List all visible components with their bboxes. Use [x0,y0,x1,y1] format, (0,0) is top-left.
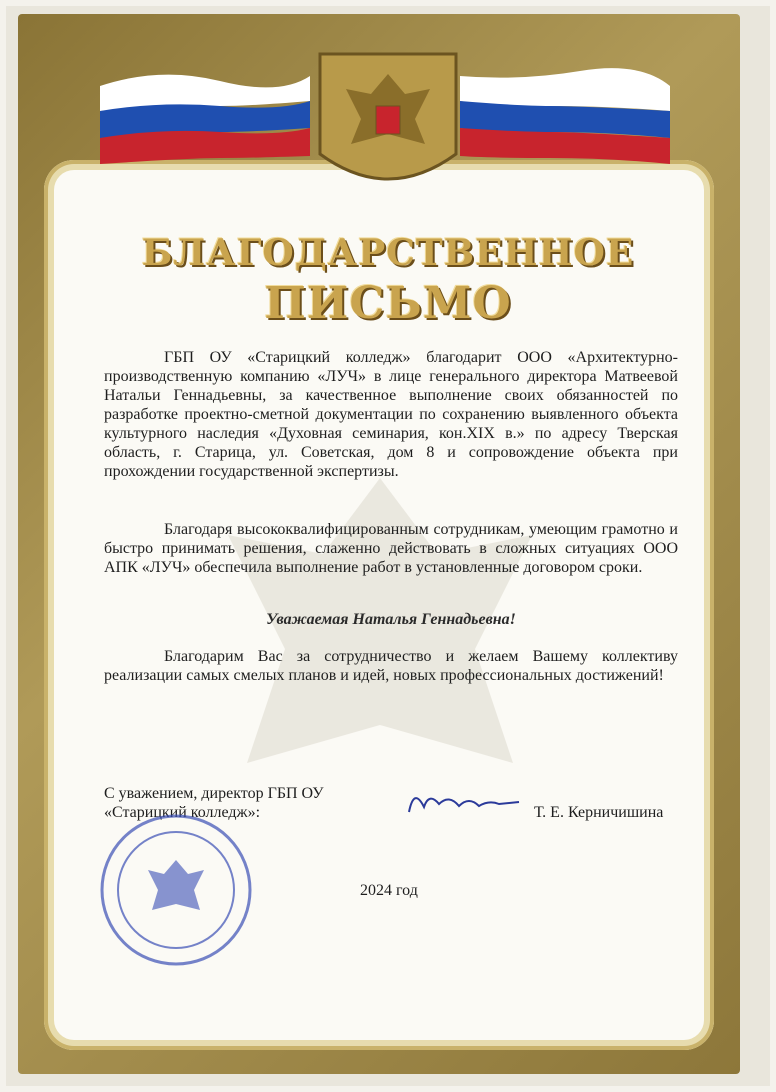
signer-name: Т. Е. Керничишина [534,804,664,821]
handwritten-signature-icon [404,782,524,822]
official-stamp-icon [96,810,256,970]
paragraph-3: Благодарим Вас за сотрудничество и желаем Вашему коллективу реализации самых смелых планов и идей, новых профессиональных достижений! [104,648,678,684]
paragraph-1: ГБП ОУ «Старицкий колледж» благодарит ООО «Архитектурно-производственную компанию «ЛУЧ» в лице генерального директора Матвеевой Натальи Геннадьевны, за качественное выполнение своих обязанностей по разработке проектно-сметной документации по сохранению выявленного объекта культурного наследия «Духовная семинария, кон.XIX в.» по адресу Тверская область, г. Старица, ул. Советская, дом 8 и сопровождение объекта при прохождении государственной экспертизы. [104,349,678,480]
title-line1: БЛАГОДАРСТВЕННОЕ [141,232,635,274]
title-line2: ПИСЬМО [264,278,512,329]
russian-flag-left-icon [100,66,310,166]
year: 2024 год [360,882,418,899]
watermark-eagle-icon [190,440,570,820]
greeting: Уважаемая Наталья Геннадьевна! [266,611,516,628]
paragraph-2: Благодаря высококвалифицированным сотрудникам, умеющим грамотно и быстро принимать решения, слаженно действовать в сложных ситуациях ООО АПК «ЛУЧ» обеспечила выполнение работ в установленные договором сроки. [104,521,678,576]
signature-line-2: «Старицкий колледж»: [104,804,261,821]
russian-flag-right-icon [460,66,670,166]
coat-of-arms-icon [310,44,466,204]
signature-line-1: С уважением, директор ГБП ОУ [104,785,324,802]
